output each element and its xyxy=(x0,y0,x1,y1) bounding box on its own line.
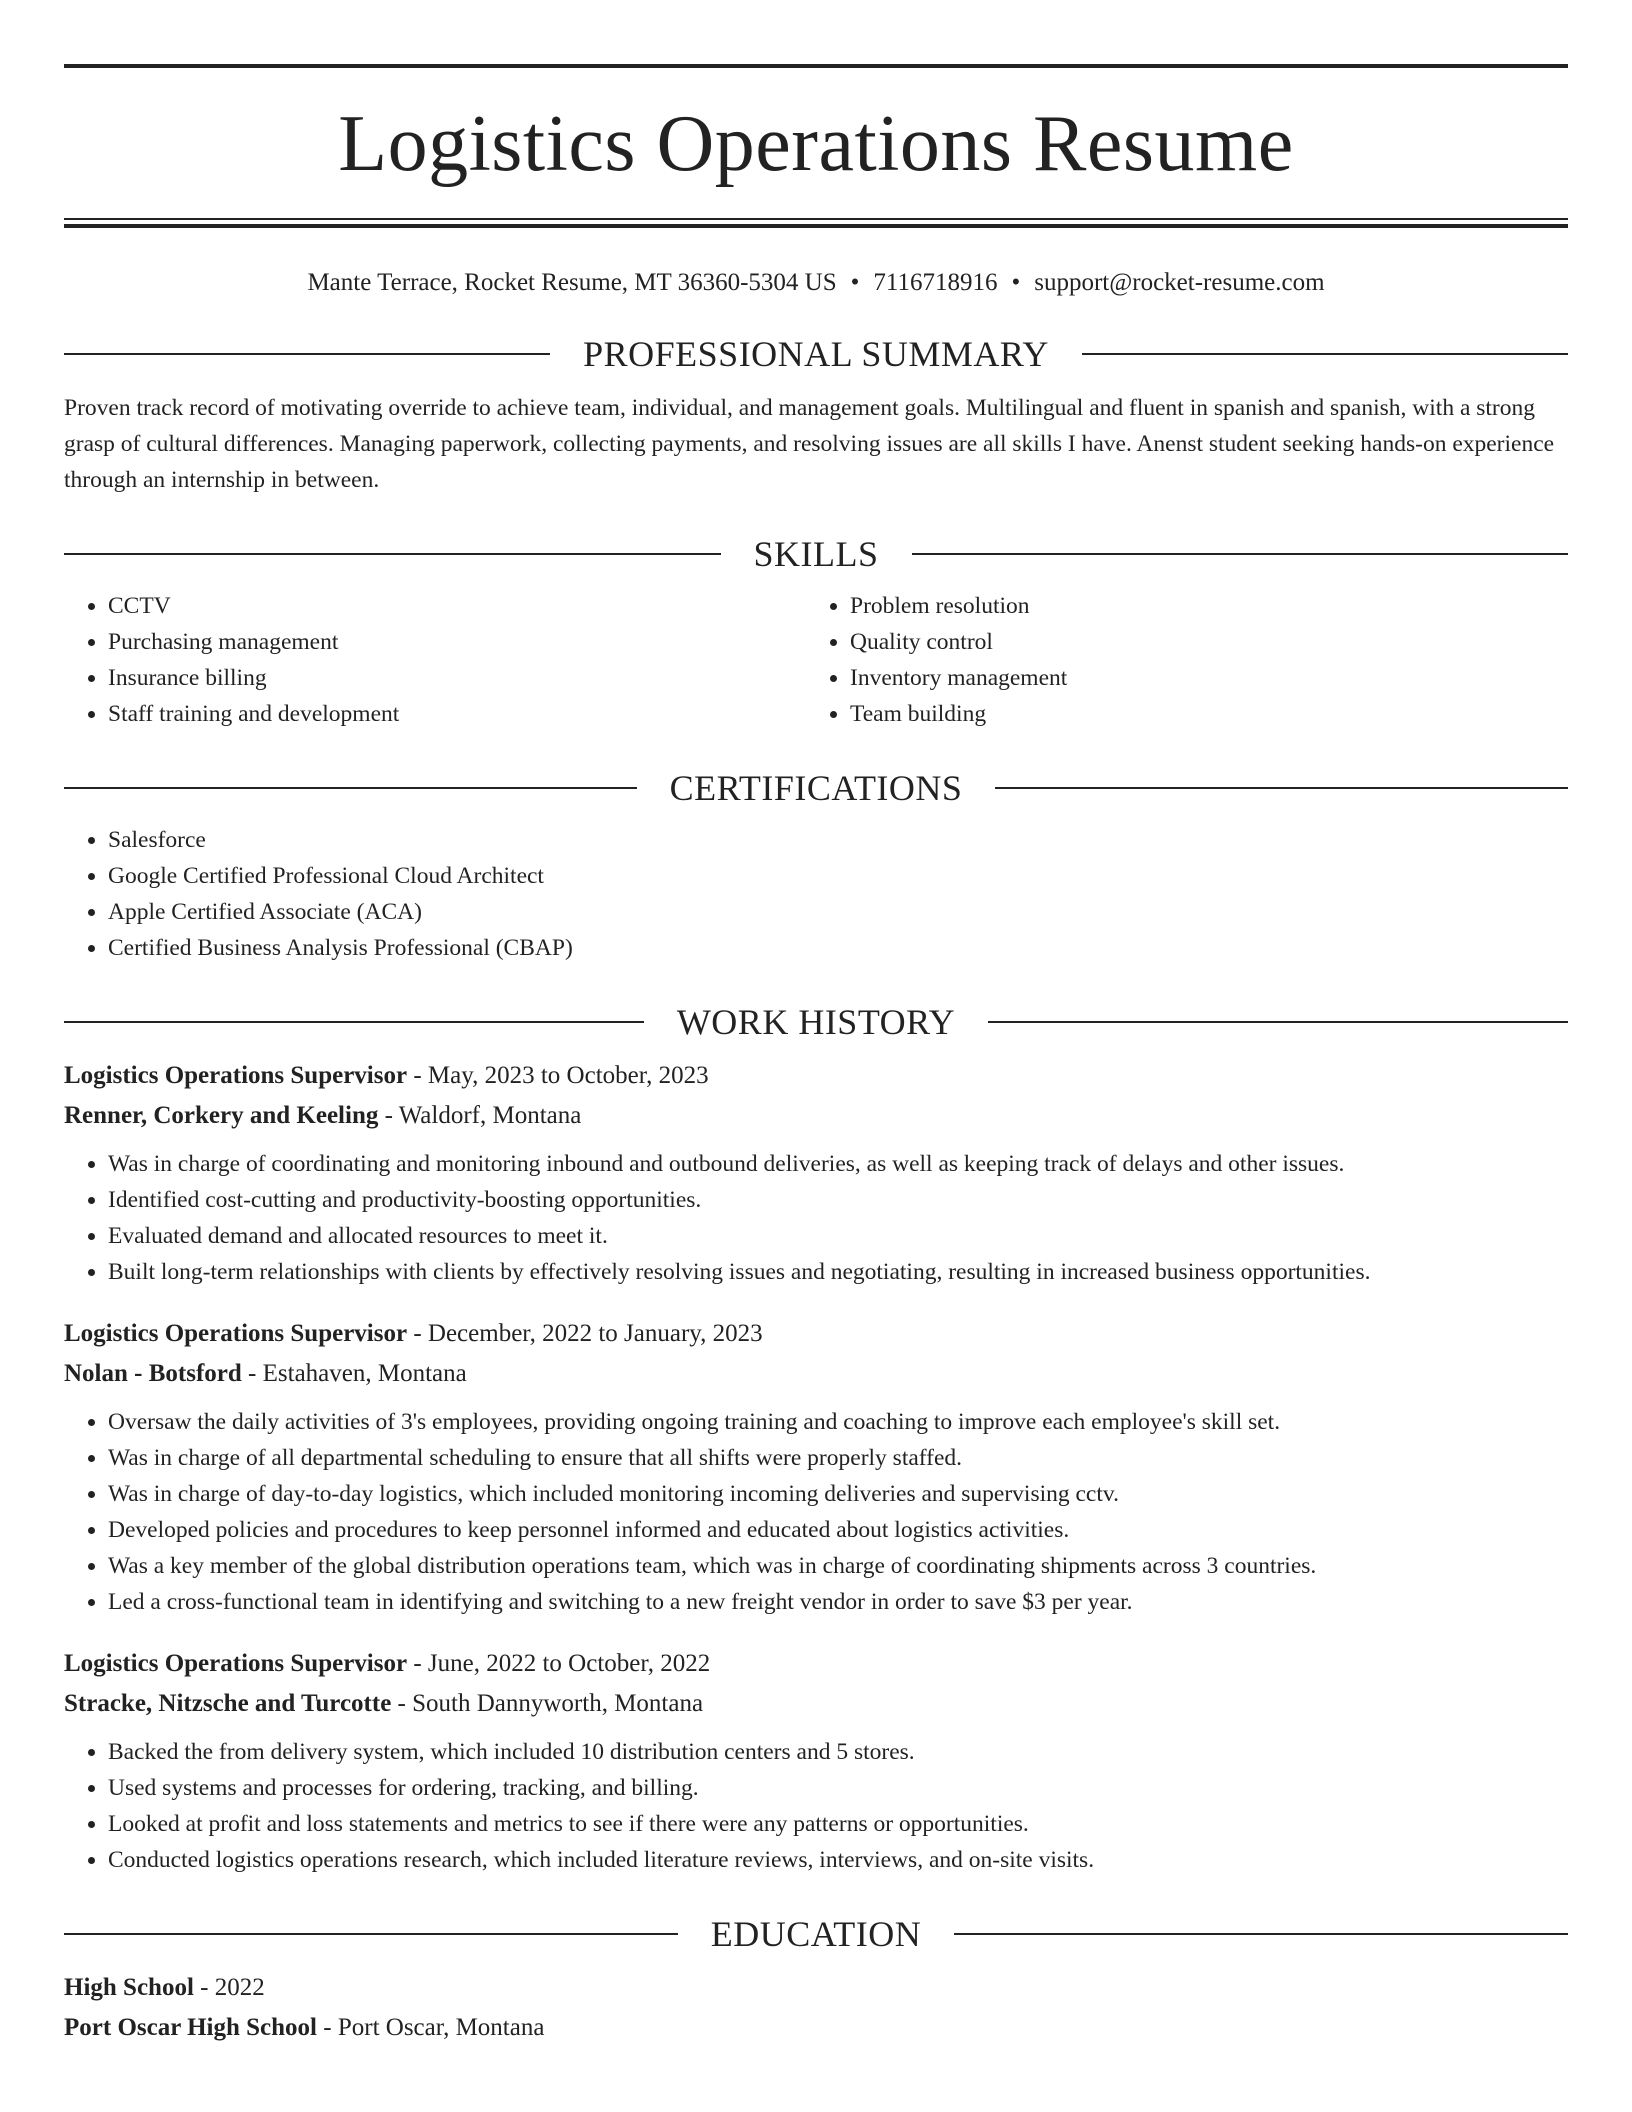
skill-item: • Quality control xyxy=(850,624,1548,660)
heading-rule xyxy=(64,553,721,555)
education-year: - 2022 xyxy=(193,1974,265,2001)
contact-address: Mante Terrace, Rocket Resume, MT 36360-5304 US xyxy=(307,269,837,296)
skill-item: • Inventory management xyxy=(850,660,1548,696)
certification-item: • Google Certified Professional Cloud Architect xyxy=(108,858,1568,894)
education-degree: High School xyxy=(64,1974,194,2001)
page-title: Logistics Operations Resume xyxy=(338,100,1294,188)
job-bullets xyxy=(64,1734,1568,1878)
heading-rule xyxy=(1082,353,1568,355)
job-title: Logistics Operations Supervisor xyxy=(64,1320,408,1347)
top-rule xyxy=(64,64,1568,68)
job-bullet: • Was in charge of coordinating and monitoring inbound and outbound deliveries, as well as keeping track of delays and other issues. xyxy=(108,1146,1568,1182)
job-bullet: • Developed policies and procedures to keep personnel informed and educated about logistics activities. xyxy=(108,1512,1568,1548)
section-title: WORK HISTORY xyxy=(676,1002,956,1042)
job-bullet: • Was a key member of the global distribution operations team, which was in charge of coordinating shipments across 3 countries. xyxy=(108,1548,1568,1584)
heading-rule xyxy=(64,353,550,355)
certification-item: • Apple Certified Associate (ACA) xyxy=(108,894,1568,930)
education-location: - Port Oscar, Montana xyxy=(317,2014,545,2041)
section-title: CERTIFICATIONS xyxy=(669,768,963,808)
section-heading-skills xyxy=(64,532,1568,576)
skills-column-left xyxy=(64,588,806,732)
job-bullet: • Used systems and processes for ordering, tracking, and billing. xyxy=(108,1770,1568,1806)
education-school: Port Oscar High School xyxy=(64,2014,318,2041)
heading-rule xyxy=(64,1933,678,1935)
heading-rule xyxy=(995,787,1568,789)
job-bullet: • Led a cross-functional team in identifying and switching to a new freight vendor in order to save $3 per year. xyxy=(108,1584,1568,1620)
job-location: - Estahaven, Montana xyxy=(241,1360,467,1387)
education-degree-line xyxy=(64,1968,1568,2008)
skill-item: • Staff training and development xyxy=(108,696,806,732)
job-company-line xyxy=(64,1684,1568,1724)
job-location: - South Dannyworth, Montana xyxy=(391,1690,704,1717)
contact-line xyxy=(64,268,1568,298)
job-bullets xyxy=(64,1404,1568,1620)
contact-email: support@rocket-resume.com xyxy=(1034,269,1325,296)
section-heading-education xyxy=(64,1912,1568,1956)
section-title: SKILLS xyxy=(753,534,879,574)
skills-list xyxy=(64,588,1568,732)
certification-item: • Salesforce xyxy=(108,822,1568,858)
job-company: Renner, Corkery and Keeling xyxy=(64,1102,379,1129)
resume-page xyxy=(64,64,1568,2048)
heading-rule xyxy=(64,1021,644,1023)
skill-item: • Insurance billing xyxy=(108,660,806,696)
section-heading-summary xyxy=(64,332,1568,376)
job-dates: - May, 2023 to October, 2023 xyxy=(407,1062,709,1089)
certifications-list xyxy=(64,822,1568,966)
heading-rule xyxy=(912,553,1569,555)
education-school-line xyxy=(64,2008,1568,2048)
section-title: PROFESSIONAL SUMMARY xyxy=(583,334,1049,374)
job-entry xyxy=(64,1314,1568,1620)
job-entry xyxy=(64,1056,1568,1290)
contact-separator: • xyxy=(1011,269,1021,296)
skill-item: • Problem resolution xyxy=(850,588,1548,624)
job-company: Nolan - Botsford xyxy=(64,1360,242,1387)
job-bullet: • Oversaw the daily activities of 3's employees, providing ongoing training and coaching to improve each employee's skill set. xyxy=(108,1404,1568,1440)
job-company-line xyxy=(64,1354,1568,1394)
job-company-line xyxy=(64,1096,1568,1136)
section-title: EDUCATION xyxy=(710,1914,922,1954)
job-title-line xyxy=(64,1056,1568,1096)
skill-item: • CCTV xyxy=(108,588,806,624)
education-entry xyxy=(64,1968,1568,2048)
contact-separator: • xyxy=(850,269,860,296)
heading-rule xyxy=(988,1021,1568,1023)
job-title-line xyxy=(64,1314,1568,1354)
job-entry xyxy=(64,1644,1568,1878)
job-dates: - June, 2022 to October, 2022 xyxy=(407,1650,711,1677)
skill-item: • Team building xyxy=(850,696,1548,732)
job-bullet: • Looked at profit and loss statements and metrics to see if there were any patterns or opportunities. xyxy=(108,1806,1568,1842)
job-bullet: • Identified cost-cutting and productivity-boosting opportunities. xyxy=(108,1182,1568,1218)
section-heading-work-history xyxy=(64,1000,1568,1044)
skill-item: • Purchasing management xyxy=(108,624,806,660)
job-dates: - December, 2022 to January, 2023 xyxy=(407,1320,763,1347)
title-double-rule xyxy=(64,218,1568,228)
summary-text: Proven track record of motivating override to achieve team, individual, and management goals. Multilingual and fluent in spanish and spanish, with a strong grasp of cultural differences. Managing paperwork, collecting payments, and resolving issues are all skills I have. Anenst student seeking hands-on experience through an internship in between. xyxy=(64,395,1555,493)
section-heading-certifications xyxy=(64,766,1568,810)
job-title-line xyxy=(64,1644,1568,1684)
job-bullet: • Conducted logistics operations research, which included literature reviews, interviews, and on-site visits. xyxy=(108,1842,1568,1878)
contact-phone: 7116718916 xyxy=(873,269,998,296)
job-bullet: • Backed the from delivery system, which included 10 distribution centers and 5 stores. xyxy=(108,1734,1568,1770)
job-company: Stracke, Nitzsche and Turcotte xyxy=(64,1690,392,1717)
job-bullet: • Evaluated demand and allocated resources to meet it. xyxy=(108,1218,1568,1254)
heading-rule xyxy=(954,1933,1568,1935)
job-bullets xyxy=(64,1146,1568,1290)
job-location: - Waldorf, Montana xyxy=(378,1102,582,1129)
job-bullet: • Was in charge of all departmental scheduling to ensure that all shifts were properly staffed. xyxy=(108,1440,1568,1476)
heading-rule xyxy=(64,787,637,789)
job-bullet: • Built long-term relationships with clients by effectively resolving issues and negotiating, resulting in increased business opportunities. xyxy=(108,1254,1568,1290)
certification-item: • Certified Business Analysis Professional (CBAP) xyxy=(108,930,1568,966)
job-title: Logistics Operations Supervisor xyxy=(64,1650,408,1677)
skills-column-right xyxy=(806,588,1548,732)
job-bullet: • Was in charge of day-to-day logistics, which included monitoring incoming deliveries and supervising cctv. xyxy=(108,1476,1568,1512)
job-title: Logistics Operations Supervisor xyxy=(64,1062,408,1089)
